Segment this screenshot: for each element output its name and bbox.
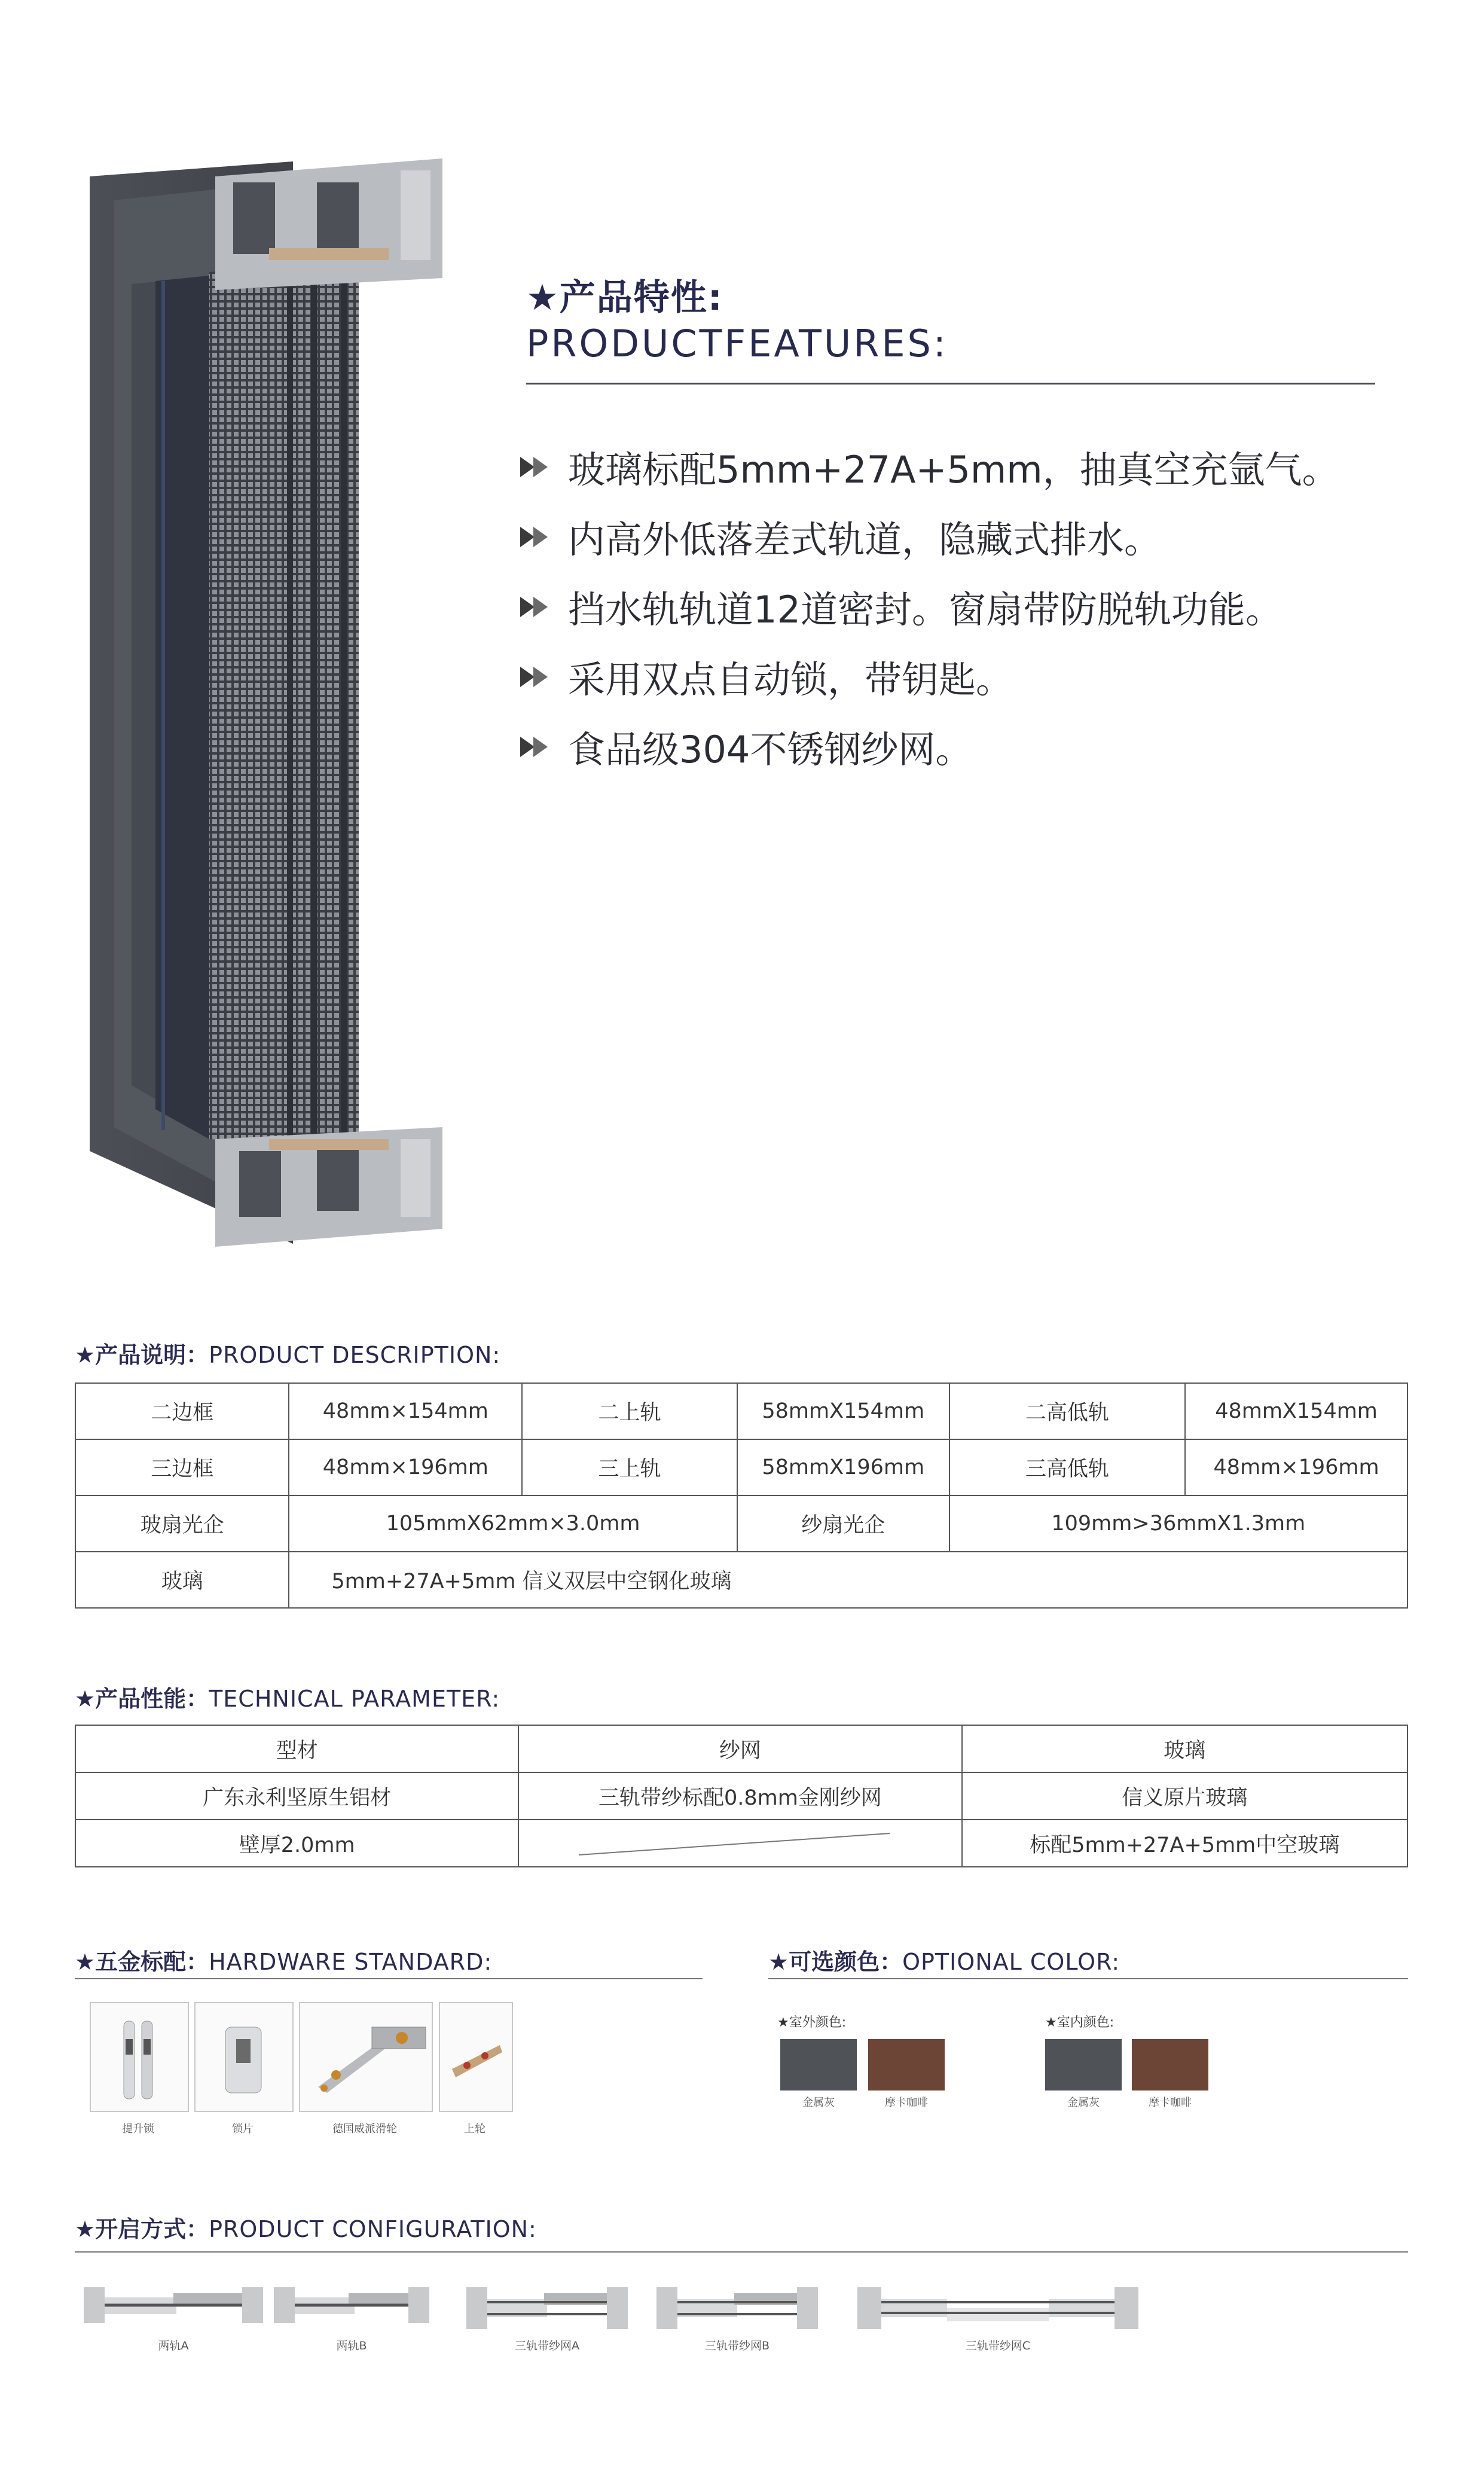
table-cell: 三高低轨 (949, 1439, 1185, 1496)
configuration-heading (75, 2211, 537, 2244)
configuration-title-cn: ★开启方式： (75, 2216, 209, 2242)
roller-image (299, 2002, 433, 2112)
double-triangle-icon (520, 659, 568, 695)
color-heading (768, 1943, 1120, 1976)
features-title-en: PRODUCTFEATURES: (526, 322, 948, 365)
table-cell: 标配5mm+27A+5mm中空玻璃 (962, 1820, 1408, 1867)
color-name: 摩卡咖啡 (885, 2096, 928, 2109)
feature-text: 食品级304不锈钢纱网。 (568, 728, 973, 771)
technical-table (75, 1725, 1408, 1867)
features-title-cn: ★产品特性: (526, 277, 723, 319)
table-cell: 二高低轨 (949, 1383, 1185, 1439)
hardware-divider (75, 1978, 703, 1979)
table-cell: 三边框 (75, 1439, 289, 1496)
feature-text: 内高外低落差式轨道，隐藏式排水。 (568, 518, 1162, 561)
color-swatch-metal-gray[interactable] (1045, 2039, 1122, 2090)
hardware-title-en: HARDWARE STANDARD: (209, 1949, 493, 1975)
table-cell: 48mm×154mm (289, 1383, 522, 1439)
table-row (75, 1772, 1407, 1820)
color-title-cn: ★可选颜色： (768, 1949, 903, 1975)
color-name: 金属灰 (1067, 2096, 1100, 2109)
table-row (75, 1552, 1407, 1608)
feature-text: 玻璃标配5mm+27A+5mm，抽真空充氩气。 (568, 448, 1339, 492)
feature-text: 挡水轨轨道12道密封。窗扇带防脱轨功能。 (568, 588, 1283, 631)
table-row (75, 1383, 1407, 1439)
config-diagram-two-track-b (274, 2287, 429, 2323)
table-cell: 广东永利坚原生铝材 (75, 1772, 518, 1820)
config-diagram-three-track-b (656, 2287, 818, 2329)
hardware-label: 提升锁 (122, 2123, 154, 2135)
table-cell: 二边框 (75, 1383, 289, 1439)
color-swatch-mocha[interactable] (868, 2039, 945, 2090)
double-triangle-icon (520, 449, 568, 485)
table-cell: 5mm+27A+5mm 信义双层中空钢化玻璃 (289, 1552, 1407, 1608)
feature-item (520, 572, 1453, 642)
features-list (520, 432, 1453, 782)
table-cell: 48mm×196mm (1185, 1439, 1407, 1496)
feature-item (520, 502, 1453, 572)
config-label: 三轨带纱网A (515, 2339, 579, 2352)
color-divider (768, 1978, 1408, 1979)
diagonal-slash (519, 1820, 961, 1866)
table-header-row (75, 1725, 1407, 1772)
hardware-label: 锁片 (232, 2123, 254, 2135)
description-title-cn: ★产品说明： (75, 1342, 209, 1368)
table-cell: 109mm>36mmX1.3mm (949, 1496, 1407, 1552)
color-name: 金属灰 (802, 2096, 835, 2109)
technical-heading (75, 1680, 500, 1713)
features-divider (526, 383, 1375, 384)
table-row (75, 1820, 1407, 1867)
table-cell: 二上轨 (522, 1383, 737, 1439)
table-cell: 壁厚2.0mm (75, 1820, 518, 1867)
configuration-diagrams (84, 2284, 1148, 2332)
table-header-cell: 型材 (75, 1725, 518, 1772)
feature-item (520, 642, 1453, 712)
color-swatch-metal-gray[interactable] (780, 2039, 857, 2090)
lock-plate-image (194, 2002, 294, 2112)
config-label: 三轨带纱网B (704, 2339, 770, 2352)
hardware-label: 德国威派滑轮 (332, 2123, 397, 2135)
color-title-en: OPTIONAL COLOR: (902, 1949, 1120, 1975)
table-cell: 48mmX154mm (1185, 1383, 1407, 1439)
color-swatch-mocha[interactable] (1132, 2039, 1208, 2090)
table-cell: 三轨带纱标配0.8mm金刚纱网 (518, 1772, 961, 1820)
configuration-title-en: PRODUCT CONFIGURATION: (209, 2216, 537, 2242)
table-cell-empty (518, 1820, 961, 1867)
config-label: 三轨带纱网C (965, 2339, 1031, 2352)
double-triangle-icon (520, 589, 568, 625)
config-diagram-two-track-a (84, 2287, 263, 2323)
feature-item (520, 712, 1453, 782)
description-title-en: PRODUCT DESCRIPTION: (209, 1342, 501, 1368)
config-label: 两轨A (158, 2339, 189, 2352)
table-cell: 三上轨 (522, 1439, 737, 1496)
table-cell: 105mmX62mm×3.0mm (289, 1496, 737, 1552)
config-diagram-three-track-c (857, 2287, 1138, 2329)
table-cell: 信义原片玻璃 (962, 1772, 1408, 1820)
table-cell: 纱扇光企 (737, 1496, 949, 1552)
double-triangle-icon (520, 519, 568, 555)
color-name: 摩卡咖啡 (1149, 2096, 1192, 2109)
outdoor-color-label: ★室外颜色: (777, 2015, 847, 2030)
table-cell: 48mm×196mm (289, 1439, 522, 1496)
table-row (75, 1439, 1407, 1496)
description-table (75, 1383, 1408, 1609)
double-triangle-icon (520, 729, 568, 765)
hardware-heading (75, 1943, 492, 1976)
configuration-divider (75, 2251, 1408, 2253)
top-wheel-image (439, 2002, 513, 2112)
table-cell: 玻扇光企 (75, 1496, 289, 1552)
hardware-title-cn: ★五金标配： (75, 1949, 209, 1975)
feature-item (520, 432, 1453, 502)
table-cell: 58mmX196mm (737, 1439, 949, 1496)
config-diagram-three-track-a (466, 2287, 628, 2329)
lift-lock-image (90, 2002, 189, 2112)
hardware-label: 上轮 (464, 2123, 485, 2135)
technical-title-cn: ★产品性能： (75, 1686, 209, 1712)
config-label: 两轨B (336, 2339, 367, 2352)
technical-title-en: TECHNICAL PARAMETER: (209, 1686, 500, 1712)
table-row (75, 1496, 1407, 1552)
feature-text: 采用双点自动锁，带钥匙。 (568, 658, 1013, 701)
table-cell: 58mmX154mm (737, 1383, 949, 1439)
description-heading (75, 1336, 500, 1369)
table-cell: 玻璃 (75, 1552, 289, 1608)
table-header-cell: 玻璃 (962, 1725, 1408, 1772)
window-section-illustration (90, 158, 442, 1247)
indoor-color-label: ★室内颜色: (1045, 2015, 1114, 2030)
table-header-cell: 纱网 (518, 1725, 961, 1772)
